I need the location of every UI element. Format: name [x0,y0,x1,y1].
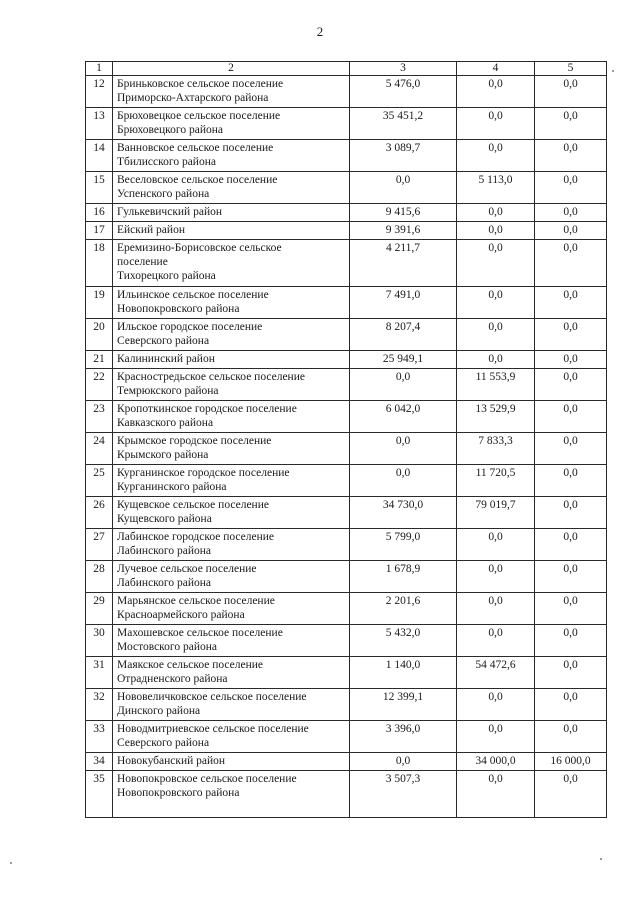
scan-speck [10,862,12,864]
table-row [86,771,607,818]
row-value-col5: 0,0 [535,657,607,689]
row-number: 25 [86,465,113,497]
row-value-col5: 16 000,0 [535,753,607,771]
table-row [86,140,607,172]
row-value-col4: 0,0 [457,108,535,140]
row-value-col3: 0,0 [350,172,457,204]
row-municipality-name: Марьянское сельское поселение Красноармейского района [113,593,350,625]
row-value-col4: 0,0 [457,140,535,172]
row-value-col5: 0,0 [535,351,607,369]
row-value-col5: 0,0 [535,240,607,287]
row-number: 34 [86,753,113,771]
row-value-col5: 0,0 [535,689,607,721]
row-value-col4: 0,0 [457,319,535,351]
row-number: 22 [86,369,113,401]
row-value-col5: 0,0 [535,108,607,140]
row-municipality-name: Новопокровское сельское поселение Новопокровского района [113,771,350,818]
allocation-table [85,61,607,818]
row-municipality-name: Махошевское сельское поселение Мостовского района [113,625,350,657]
row-value-col4: 0,0 [457,351,535,369]
row-municipality-name: Лабинское городское поселение Лабинского района [113,529,350,561]
row-value-col3: 1 678,9 [350,561,457,593]
table-row [86,721,607,753]
row-number: 29 [86,593,113,625]
table-row [86,529,607,561]
table-row [86,287,607,319]
row-value-col3: 12 399,1 [350,689,457,721]
row-value-col3: 5 432,0 [350,625,457,657]
table-row [86,76,607,108]
row-number: 16 [86,204,113,222]
row-value-col5: 0,0 [535,369,607,401]
table-row [86,369,607,401]
table-row [86,689,607,721]
row-municipality-name: Красностредьское сельское поселение Темрюкского района [113,369,350,401]
row-number: 21 [86,351,113,369]
row-value-col5: 0,0 [535,529,607,561]
row-municipality-name: Еремизино-Борисовское сельское поселение Тихорецкого района [113,240,350,287]
row-value-col3: 4 211,7 [350,240,457,287]
row-number: 26 [86,497,113,529]
table-row [86,172,607,204]
row-value-col5: 0,0 [535,401,607,433]
row-number: 23 [86,401,113,433]
table-header-row [86,62,607,76]
row-value-col3: 8 207,4 [350,319,457,351]
row-municipality-name: Калининский район [113,351,350,369]
table-row [86,561,607,593]
row-number: 30 [86,625,113,657]
row-municipality-name: Лучевое сельское поселение Лабинского района [113,561,350,593]
row-value-col3: 25 949,1 [350,351,457,369]
table-row [86,351,607,369]
row-number: 14 [86,140,113,172]
row-value-col3: 3 507,3 [350,771,457,818]
row-number: 17 [86,222,113,240]
row-value-col4: 0,0 [457,625,535,657]
row-value-col5: 0,0 [535,721,607,753]
row-value-col4: 13 529,9 [457,401,535,433]
row-number: 24 [86,433,113,465]
row-municipality-name: Маякское сельское поселение Отрадненского района [113,657,350,689]
row-value-col4: 0,0 [457,771,535,818]
table-row [86,465,607,497]
row-value-col4: 0,0 [457,561,535,593]
row-value-col5: 0,0 [535,497,607,529]
row-value-col3: 0,0 [350,465,457,497]
row-value-col4: 0,0 [457,222,535,240]
row-municipality-name: Брюховецкое сельское поселение Брюховецкого района [113,108,350,140]
row-number: 32 [86,689,113,721]
scan-speck [600,858,602,860]
row-value-col4: 7 833,3 [457,433,535,465]
row-number: 28 [86,561,113,593]
row-value-col4: 0,0 [457,721,535,753]
row-value-col4: 11 720,5 [457,465,535,497]
scan-speck [612,70,614,72]
row-municipality-name: Крымское городское поселение Крымского района [113,433,350,465]
row-number: 19 [86,287,113,319]
row-value-col3: 3 396,0 [350,721,457,753]
row-value-col4: 5 113,0 [457,172,535,204]
table-row [86,240,607,287]
row-value-col4: 0,0 [457,529,535,561]
header-col-3: 3 [350,62,457,76]
row-value-col4: 0,0 [457,287,535,319]
row-value-col3: 5 799,0 [350,529,457,561]
row-value-col5: 0,0 [535,172,607,204]
row-number: 13 [86,108,113,140]
row-value-col3: 7 491,0 [350,287,457,319]
table-row [86,319,607,351]
table-row [86,204,607,222]
row-value-col4: 0,0 [457,76,535,108]
row-value-col3: 9 415,6 [350,204,457,222]
row-value-col5: 0,0 [535,140,607,172]
row-value-col4: 54 472,6 [457,657,535,689]
row-value-col3: 0,0 [350,433,457,465]
header-col-1: 1 [86,62,113,76]
row-value-col4: 0,0 [457,204,535,222]
row-value-col5: 0,0 [535,465,607,497]
header-col-4: 4 [457,62,535,76]
table-row [86,401,607,433]
row-municipality-name: Ванновское сельское поселение Тбилисского района [113,140,350,172]
row-value-col3: 35 451,2 [350,108,457,140]
row-value-col5: 0,0 [535,593,607,625]
row-value-col5: 0,0 [535,287,607,319]
header-col-5: 5 [535,62,607,76]
row-value-col3: 1 140,0 [350,657,457,689]
row-value-col5: 0,0 [535,222,607,240]
row-municipality-name: Кропоткинское городское поселение Кавказского района [113,401,350,433]
row-value-col4: 79 019,7 [457,497,535,529]
row-municipality-name: Кущевское сельское поселение Кущевского района [113,497,350,529]
table-row [86,657,607,689]
row-number: 33 [86,721,113,753]
row-number: 12 [86,76,113,108]
row-value-col5: 0,0 [535,76,607,108]
row-municipality-name: Бриньковское сельское поселение Приморско-Ахтарского района [113,76,350,108]
row-value-col5: 0,0 [535,625,607,657]
row-number: 15 [86,172,113,204]
row-number: 20 [86,319,113,351]
table-row [86,753,607,771]
row-number: 27 [86,529,113,561]
table-row [86,593,607,625]
row-municipality-name: Курганинское городское поселение Курганинского района [113,465,350,497]
row-value-col4: 0,0 [457,593,535,625]
table-row [86,108,607,140]
row-number: 35 [86,771,113,818]
row-municipality-name: Ильское городское поселение Северского района [113,319,350,351]
row-value-col3: 6 042,0 [350,401,457,433]
row-municipality-name: Гулькевичский район [113,204,350,222]
row-value-col4: 0,0 [457,240,535,287]
row-value-col4: 11 553,9 [457,369,535,401]
row-municipality-name: Новодмитриевское сельское поселение Северского района [113,721,350,753]
table-row [86,222,607,240]
table-row [86,497,607,529]
row-value-col3: 2 201,6 [350,593,457,625]
page-number: 2 [316,24,324,39]
row-value-col5: 0,0 [535,561,607,593]
row-number: 31 [86,657,113,689]
row-value-col4: 34 000,0 [457,753,535,771]
row-municipality-name: Ейский район [113,222,350,240]
row-value-col3: 34 730,0 [350,497,457,529]
row-value-col3: 9 391,6 [350,222,457,240]
row-value-col5: 0,0 [535,319,607,351]
row-municipality-name: Веселовское сельское поселение Успенского района [113,172,350,204]
row-number: 18 [86,240,113,287]
row-municipality-name: Нововеличковское сельское поселение Динского района [113,689,350,721]
row-value-col4: 0,0 [457,689,535,721]
table-row [86,433,607,465]
row-municipality-name: Ильинское сельское поселение Новопокровского района [113,287,350,319]
row-value-col3: 3 089,7 [350,140,457,172]
row-value-col3: 0,0 [350,369,457,401]
row-value-col5: 0,0 [535,771,607,818]
row-value-col3: 5 476,0 [350,76,457,108]
row-value-col3: 0,0 [350,753,457,771]
header-col-2: 2 [113,62,350,76]
row-municipality-name: Новокубанский район [113,753,350,771]
row-value-col5: 0,0 [535,433,607,465]
row-value-col5: 0,0 [535,204,607,222]
table-row [86,625,607,657]
